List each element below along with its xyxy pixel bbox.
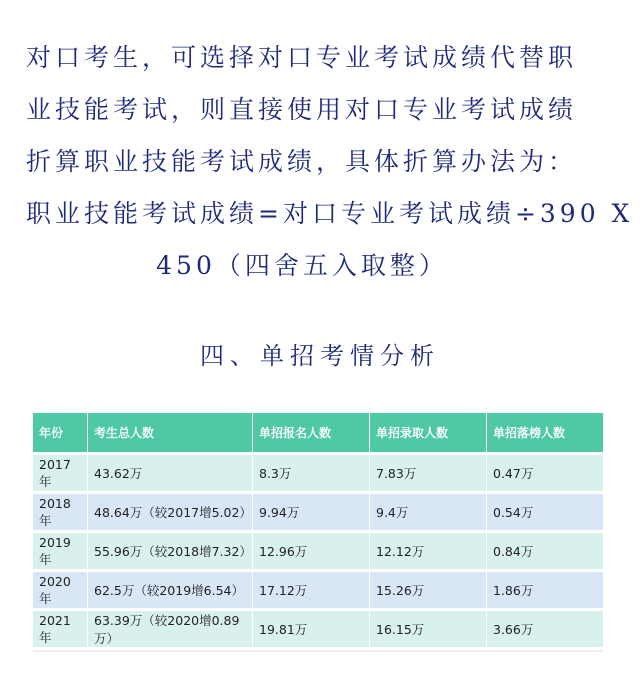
cell-total: 48.64万（较2017增5.02） (88, 491, 253, 530)
cell-registrations: 8.3万 (253, 452, 370, 491)
cell-year: 2017年 (33, 452, 88, 491)
table-row (33, 452, 603, 491)
header-year: 年份 (33, 413, 88, 452)
cell-admissions: 16.15万 (370, 608, 487, 647)
header-rejections: 单招落榜人数 (487, 413, 603, 452)
cell-total: 43.62万 (88, 452, 253, 491)
table-row (33, 608, 603, 647)
table-row (33, 491, 603, 530)
paragraph-line-1: 对口考生，可选择对口专业考试成绩代替职 (26, 43, 578, 72)
table-header-row (33, 413, 603, 452)
table-bottom-divider (33, 650, 603, 652)
header-registrations: 单招报名人数 (253, 413, 370, 452)
paragraph-line-2: 业技能考试，则直接使用对口专业考试成绩 (26, 95, 578, 124)
cell-total: 55.96万（较2018增7.32） (88, 530, 253, 569)
paragraph-line-4: 职业技能考试成绩=对口专业考试成绩÷390 X (26, 199, 634, 228)
cell-admissions: 9.4万 (370, 491, 487, 530)
exam-statistics-table (33, 413, 603, 647)
cell-rejections: 0.47万 (487, 452, 603, 491)
table-row (33, 569, 603, 608)
cell-rejections: 1.86万 (487, 569, 603, 608)
intro-paragraph (26, 32, 634, 292)
paragraph-line-3: 折算职业技能考试成绩，具体折算办法为： (26, 147, 578, 176)
cell-year: 2018年 (33, 491, 88, 530)
cell-year: 2019年 (33, 530, 88, 569)
cell-admissions: 12.12万 (370, 530, 487, 569)
cell-admissions: 15.26万 (370, 569, 487, 608)
paragraph-line-5: 450（四舍五入取整） (156, 251, 448, 280)
section-heading: 四、单招考情分析 (200, 342, 440, 370)
cell-registrations: 9.94万 (253, 491, 370, 530)
cell-rejections: 3.66万 (487, 608, 603, 647)
cell-registrations: 17.12万 (253, 569, 370, 608)
cell-registrations: 19.81万 (253, 608, 370, 647)
cell-year: 2021年 (33, 608, 88, 647)
header-total-candidates: 考生总人数 (88, 413, 253, 452)
header-admissions: 单招录取人数 (370, 413, 487, 452)
table-row (33, 530, 603, 569)
cell-year: 2020年 (33, 569, 88, 608)
cell-admissions: 7.83万 (370, 452, 487, 491)
cell-rejections: 0.84万 (487, 530, 603, 569)
cell-rejections: 0.54万 (487, 491, 603, 530)
cell-total: 63.39万（较2020增0.89万） (88, 608, 253, 647)
cell-total: 62.5万（较2019增6.54） (88, 569, 253, 608)
cell-registrations: 12.96万 (253, 530, 370, 569)
